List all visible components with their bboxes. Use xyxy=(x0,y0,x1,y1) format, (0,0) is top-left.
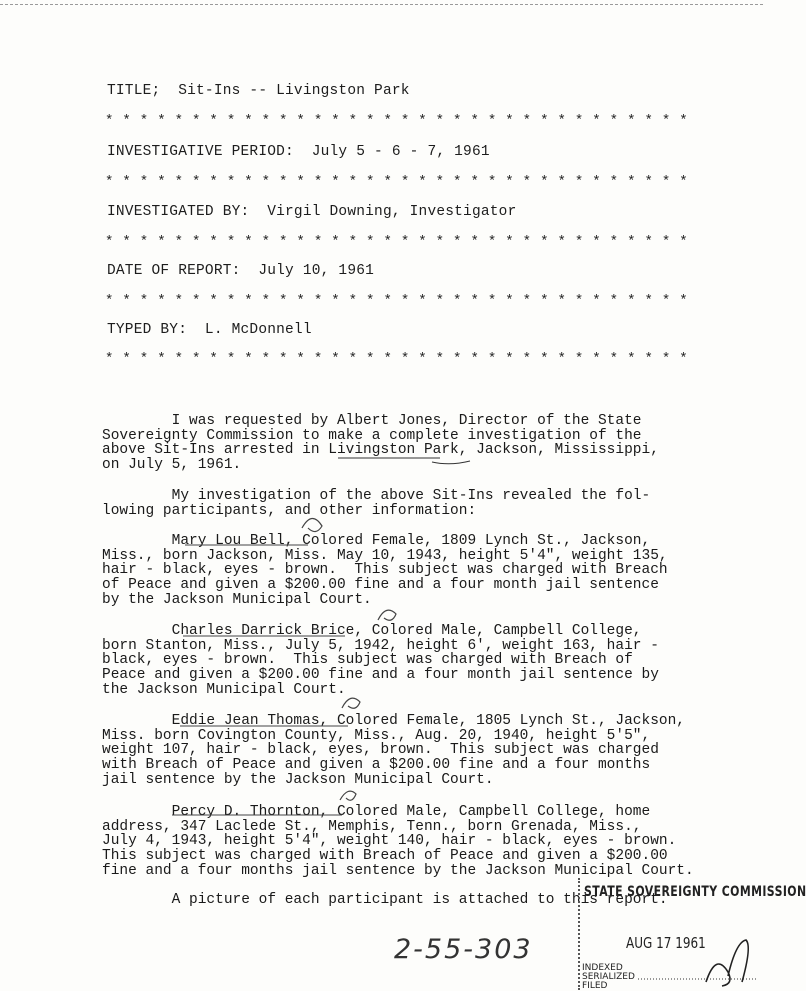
separator: * * * * * * * * * * * * * * * * * * * * * * * * * * * * * * * * * * xyxy=(105,113,688,129)
separator: * * * * * * * * * * * * * * * * * * * * * * * * * * * * * * * * * * xyxy=(105,293,688,309)
title-line: TITLE; Sit-Ins -- Livingston Park xyxy=(107,83,410,99)
stamp-date: AUG 17 1961 xyxy=(626,934,706,952)
paragraph-percy-d-thornton: Percy D. Thornton, Colored Male, Campbell College, home address, 347 Laclede St., Memphis, Tenn., born Grenada, Miss., July 4, 1943, height 5'4", weight 140, hair - black, eyes - brown. This subject was charged with Breach of Peace and given a $200.00 fine and a four months jail sentence by the Jackson Municipal Court. xyxy=(102,804,694,879)
paragraph-charles-darrick-brice: Charles Darrick Brice, Colored Male, Campbell College, born Stanton, Miss., July 5, 1942, height 6', weight 163, hair - black, eyes - brown. This subject was charged with Breach of Peace and given a $200.00 fine and a four month jail sentence by the Jackson Municipal Court. xyxy=(102,623,659,698)
separator: * * * * * * * * * * * * * * * * * * * * * * * * * * * * * * * * * * xyxy=(105,234,688,250)
investigated-by-line: INVESTIGATED BY: Virgil Downing, Investigator xyxy=(107,204,517,220)
stamp-indexed: INDEXED xyxy=(582,963,623,973)
paragraph-picture-note: A picture of each participant is attached to this report. xyxy=(102,892,668,908)
date-of-report-line: DATE OF REPORT: July 10, 1961 xyxy=(107,263,375,279)
paragraph-eddie-jean-thomas: Eddie Jean Thomas, Colored Female, 1805 Lynch St., Jackson, Miss. born Covington County, Miss., Aug. 20, 1940, height 5'5", weight 107, hair - black, eyes, brown. This subject was charged with Breach of Peace and given a $200.00 fine and a four months jail sentence by the Jackson Municipal Court. xyxy=(102,713,685,788)
received-stamp xyxy=(578,878,806,991)
handwritten-file-number: 2-55-303 xyxy=(394,934,533,965)
paragraph-request: I was requested by Albert Jones, Director of the State Sovereignty Commission to make a complete investigation of the above Sit-Ins arrested in Livingston Park, Jackson, Mississippi, on July 5, 1961. xyxy=(102,413,659,474)
stamp-serialized: SERIALIZED xyxy=(582,972,635,982)
investigative-period-line: INVESTIGATIVE PERIOD: July 5 - 6 - 7, 1961 xyxy=(107,144,490,160)
paragraph-investigation: My investigation of the above Sit-Ins revealed the fol- lowing participants, and other information: xyxy=(102,488,651,519)
separator: * * * * * * * * * * * * * * * * * * * * * * * * * * * * * * * * * * xyxy=(105,351,688,367)
stamp-handwritten-initials xyxy=(698,938,758,988)
paragraph-mary-lou-bell: Mary Lou Bell, Colored Female, 1809 Lynch St., Jackson, Miss., born Jackson, Miss. May 10, 1943, height 5'4", weight 135, hair - black, eyes - brown. This subject was charged with Breach of Peace and given a $200.00 fine and a four month jail sentence by the Jackson Municipal Court. xyxy=(102,533,668,608)
stamp-title: STATE SOVEREIGNTY COMMISSION xyxy=(584,884,806,900)
separator: * * * * * * * * * * * * * * * * * * * * * * * * * * * * * * * * * * xyxy=(105,174,688,190)
typed-by-line: TYPED BY: L. McDonnell xyxy=(107,322,312,338)
stamp-filed: FILED xyxy=(582,981,608,991)
